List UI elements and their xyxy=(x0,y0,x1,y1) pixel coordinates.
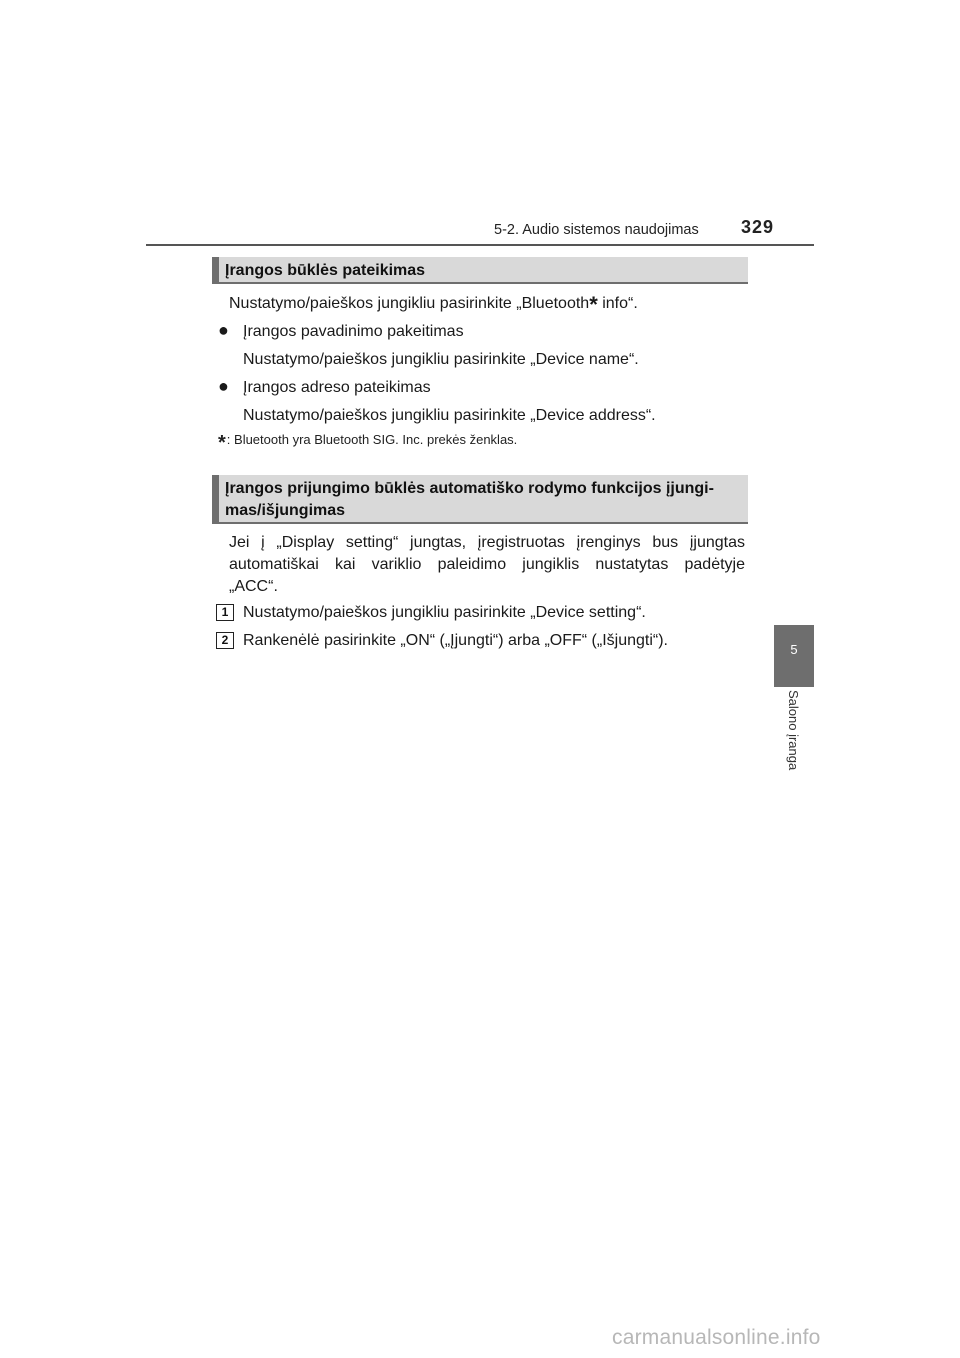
section-heading-device-status: Įrangos būklės pateikimas xyxy=(212,257,748,284)
section-heading-line: mas/išjungimas xyxy=(225,502,346,519)
step-number-box: 1 xyxy=(216,604,234,621)
header-section-title: 5-2. Audio sistemos naudojimas xyxy=(494,222,699,238)
trademark-asterisk: * xyxy=(589,292,598,317)
footnote-text: : Bluetooth yra Bluetooth SIG. Inc. prekės ženklas. xyxy=(226,432,518,447)
section-heading-auto-display xyxy=(212,475,748,524)
footnote-asterisk: * xyxy=(218,432,226,454)
list-item-detail: Nustatymo/paieškos jungikliu pasirinkite „Device name“. xyxy=(243,351,639,368)
step-text: Rankenėlė pasirinkite „ON“ („Įjungti“) arba „OFF“ („Išjungti“). xyxy=(243,632,668,649)
chapter-label xyxy=(774,690,814,790)
paragraph-line: „ACC“. xyxy=(229,578,278,595)
intro-text-before: Nustatymo/paieškos jungikliu pasirinkite „Bluetooth xyxy=(229,295,590,312)
section-heading-line: Įrangos prijungimo būklės automatiško rodymo funkcijos įjungi- xyxy=(225,480,714,497)
step-text: Nustatymo/paieškos jungikliu pasirinkite „Device setting“. xyxy=(243,604,646,621)
page-number: 329 xyxy=(741,217,775,237)
chapter-tab: 5 xyxy=(774,625,814,687)
bullet-icon: ● xyxy=(218,376,229,396)
list-item-label: Įrangos adreso pateikimas xyxy=(243,379,431,396)
intro-paragraph xyxy=(229,292,638,317)
header-divider xyxy=(146,244,814,246)
paragraph-line: automatiškai kai variklio paleidimo jungiklis nustatytas padėtyje xyxy=(229,556,745,573)
step-number-box: 2 xyxy=(216,632,234,649)
list-item-detail: Nustatymo/paieškos jungikliu pasirinkite „Device address“. xyxy=(243,407,656,424)
footnote xyxy=(218,432,517,455)
intro-text-after: info“. xyxy=(597,295,638,312)
paragraph-line: Jei į „Display setting“ jungtas, įregistruotas įrenginys bus įjungtas xyxy=(229,534,745,551)
list-item-label: Įrangos pavadinimo pakeitimas xyxy=(243,323,464,340)
bullet-icon: ● xyxy=(218,320,229,340)
watermark: carmanualsonline.info xyxy=(612,1326,821,1349)
chapter-label-text: Salono įranga xyxy=(786,690,801,771)
